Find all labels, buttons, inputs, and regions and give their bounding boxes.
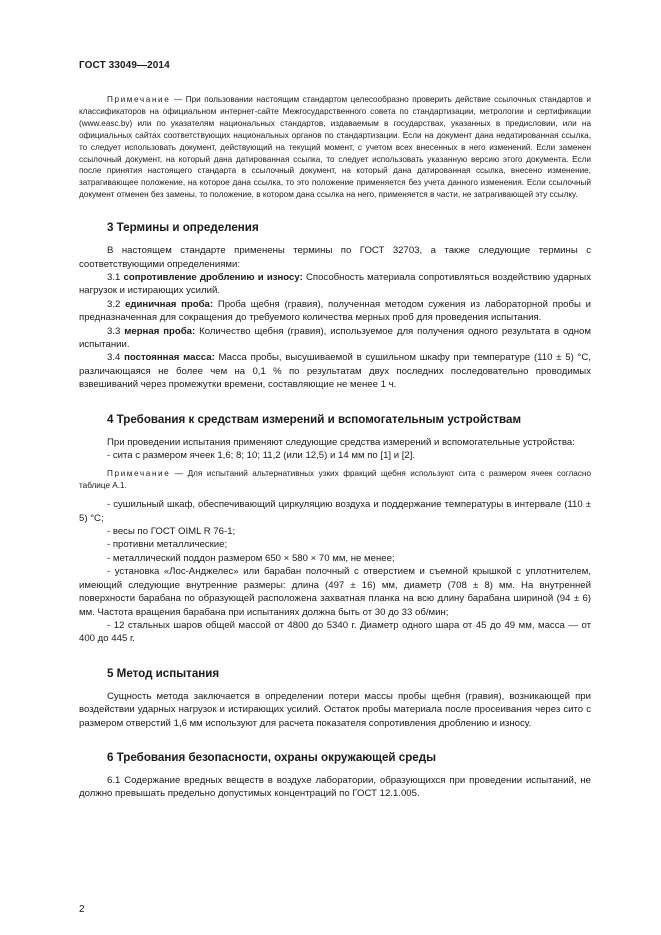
note-dash: —	[170, 469, 188, 479]
note-text: При пользовании настоящим стандартом целесообразно проверить действие ссылочных стандартов и классификаторов на официальном интернет-сайте Межгосударственного совета по стандартизации, метрологии и сертификации (www.easc.by) или по указателям национальных стандартов, издаваемым в государствах, указанных в предисловии, или на официальных сайтах соответствующих национальных органов по стандартизации. Если на документ дана недатированная ссылка, то следует использовать документ, действующий на текущий момент, с учетом всех внесенных в него изменений. Если заменен ссылочный документ, на который дана датированная ссылка, то следует использовать указанную версию этого документа. Если после принятия настоящего стандарта в ссылочный документ, на который дана датированная ссылка, внесено изменение, затрагивающее положение, на которое дана ссылка, то это положение применяется без учета данного изменения. Если ссылочный документ отменен без замены, то положение, в котором дана ссылка на него, применяется в части, не затрагивающей эту ссылку.	[79, 95, 591, 200]
term-3-1	[79, 271, 591, 298]
section-5-heading: 5 Метод испытания	[107, 666, 220, 680]
term-3-3	[79, 325, 591, 352]
term-name: постоянная масса:	[124, 352, 215, 364]
list-item: - металлический поддон размером 650 × 580 × 70 мм, не менее;	[107, 552, 395, 564]
term-number: 3.2	[107, 298, 126, 310]
note-dash: —	[170, 95, 186, 104]
term-definition: Проба щебня (гравия), полученная методом сужения из лабораторной пробы и предназначенная для сокращения до требуемого количества мерных проб для проведения испытания.	[79, 298, 591, 324]
term-name: единичная проба:	[125, 298, 214, 310]
page-content	[79, 94, 591, 801]
note-sieves	[79, 468, 591, 492]
list-item: - противни металлические;	[107, 539, 228, 551]
section-5-text: Сущность метода заключается в определении потери массы пробы щебня (гравия), возникающей при воздействии ударных нагрузок и истирающих усилий. Остаток пробы материала после просеивания через сито с размером отверстий 1,6 мм используют для расчета показателя сопротивления дроблению и износу.	[79, 690, 591, 729]
document-code: ГОСТ 33049—2014	[79, 60, 170, 71]
term-3-4	[79, 351, 591, 391]
term-number: 3.1	[107, 271, 124, 283]
section-6-text: 6.1 Содержание вредных веществ в воздухе лаборатории, образующихся при проведении испытаний, не должно превышать предельно допустимых концентраций по ГОСТ 12.1.005.	[79, 774, 591, 800]
term-definition: Способность материала сопротивляться воздействию ударных нагрузок и истирающих усилий.	[79, 271, 591, 297]
note-text: Для испытаний альтернативных узких фракций щебня используют сита с размером ячеек согласно таблице А.1.	[79, 469, 591, 491]
section-4-intro: При проведении испытания применяют следующие средства измерений и вспомогательные устройства:	[107, 436, 575, 448]
section-4-heading: 4 Требования к средствам измерений и вспомогательным устройствам	[107, 412, 522, 426]
term-definition: Масса пробы, высушиваемой в сушильном шкафу при температуре (110 ± 5) °С, различающаяся не более чем на 0,1 % по результатам двух последних последовательно проводимых взвешиваний через промежутки времени, составляющие не менее 1 ч.	[79, 352, 591, 391]
note-label: Примечание	[107, 469, 171, 479]
list-item: - весы по ГОСТ OIML R 76-1;	[107, 526, 236, 538]
term-number: 3.3	[107, 325, 125, 337]
note-references	[79, 94, 591, 201]
term-name: сопротивление дроблению и износу:	[123, 271, 303, 283]
section-3-intro: В настоящем стандарте применены термины по ГОСТ 32703, а также следующие термины с соответствующими определениями:	[79, 245, 591, 270]
list-item-sieves: - сита с размером ячеек 1,6; 8; 10; 11,2 (или 12,5) и 14 мм по [1] и [2].	[107, 450, 416, 462]
term-definition: Количество щебня (гравия), используемое для получения одного результата в одном испытании.	[79, 325, 591, 350]
section-3-heading: 3 Термины и определения	[107, 221, 259, 235]
term-name: мерная проба:	[124, 325, 196, 337]
term-number: 3.4	[107, 352, 125, 364]
list-item: - 12 стальных шаров общей массой от 4800 до 5340 г. Диаметр одного шара от 45 до 49 мм, масса — от 400 до 445 г.	[79, 619, 591, 645]
section-6-heading: 6 Требования безопасности, охраны окружающей среды	[107, 750, 436, 764]
page-number: 2	[79, 904, 85, 915]
list-item: - сушильный шкаф, обеспечивающий циркуляцию воздуха и поддержание температуры в интервале (110 ± 5) °С;	[79, 499, 591, 524]
term-3-2	[79, 298, 591, 325]
list-item: - установка «Лос-Анджелес» или барабан полочный с отверстием и съемной крышкой с уплотнителем, имеющий следующие внутренние размеры: длина (497 ± 16) мм, диаметр (708 ± 8) мм. На внутренней поверхности барабана по образующей расположена захватная планка на всю длину барабана шириной (94 ± 6) мм. Частота вращения барабана при испытаниях должна быть от 30 до 33 об/мин;	[79, 566, 591, 618]
note-label: Примечание	[107, 95, 171, 104]
